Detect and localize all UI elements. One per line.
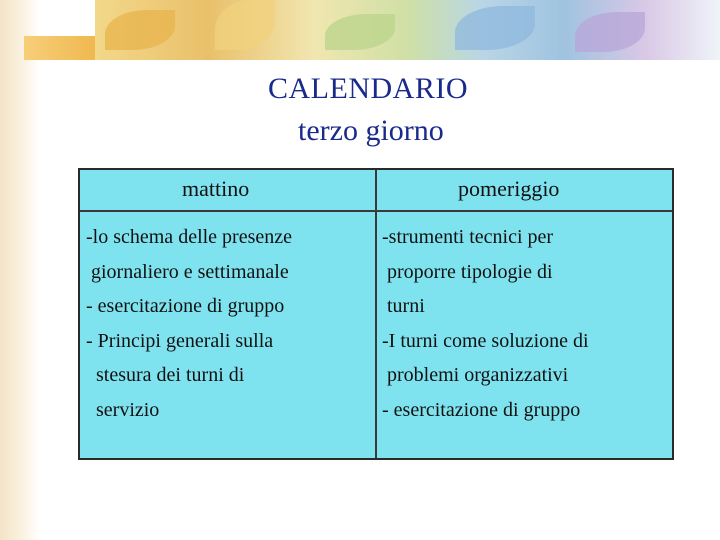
morning-line: stesura dei turni di — [86, 364, 245, 386]
leaf-shape — [215, 0, 275, 50]
afternoon-line: -strumenti tecnici per — [382, 226, 554, 248]
header-mattino: mattino — [182, 176, 250, 201]
leaf-shape — [575, 12, 645, 52]
schedule-table — [78, 168, 674, 460]
morning-column — [86, 220, 292, 427]
leaf-shape — [325, 14, 395, 50]
morning-line: giornaliero e settimanale — [86, 260, 289, 283]
slide-title: CALENDARIO — [268, 72, 468, 105]
column-divider — [375, 170, 377, 458]
header-pomeriggio: pomeriggio — [458, 176, 560, 201]
afternoon-line: -I turni come soluzione di — [382, 329, 589, 352]
afternoon-line: - esercitazione di gruppo — [382, 398, 581, 421]
top-decorative-banner — [95, 0, 720, 60]
slide-subtitle: terzo giorno — [298, 114, 444, 147]
morning-line: servizio — [86, 398, 160, 421]
leaf-shape — [105, 10, 175, 50]
afternoon-line: turni — [382, 295, 425, 317]
top-left-accent-strip — [24, 36, 96, 60]
afternoon-column — [382, 220, 589, 427]
left-decorative-bar — [0, 0, 40, 540]
afternoon-line: proporre tipologie di — [382, 260, 553, 283]
morning-line: - Principi generali sulla — [86, 329, 274, 352]
leaf-shape — [455, 6, 535, 50]
afternoon-line: problemi organizzativi — [382, 364, 569, 386]
morning-line: -lo schema delle presenze — [86, 226, 293, 248]
morning-line: - esercitazione di gruppo — [86, 295, 285, 317]
